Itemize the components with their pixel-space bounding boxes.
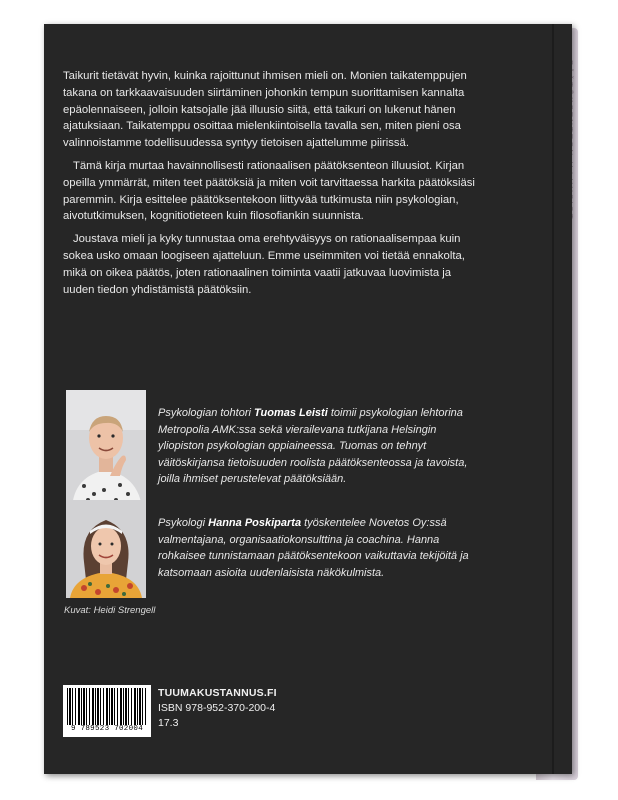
isbn-text: ISBN 978-952-370-200-4 [158,702,276,714]
author-description: työskentelee Novetos Oy:ssä valmentajana, organisaatiokonsulttina ja coachina. Hanna rohkaisee tunnistamaan päätöksentekoon vaikuttavia tekijöitä ja katsomaan asioita uudenlaisista näkökulmista. [158,517,469,579]
author-title: Psykologian tohtori [158,407,254,419]
barcode-number: 9 789523 702004 [70,725,143,733]
blurb-paragraph: Taikurit tietävät hyvin, kuinka rajoittunut ihmisen mieli on. Monien taikatemppujen takana on tarkkaavaisuuden siirtäminen johonkin tempun suorittamisen kannalta epäolennaiseen, jolloin katsojalle jää illuusio siitä, että taikuri on lukenut hänen ajatuksiaan. Taikatemppu osoittaa mielenkiintoisella tavalla sen, miten pieni osa valinnoistamme todellisuudessa syntyy tietoisen ajattelumme piirissä. [63,70,467,150]
author-name: Tuomas Leisti [254,407,328,419]
classification-number: 17.3 [158,717,179,729]
author-photo-hanna-poskiparta [66,500,146,598]
isbn-barcode [63,685,151,737]
author-bio-hanna-poskiparta [158,515,478,581]
author-bio-tuomas-leisti [158,405,478,488]
author-description: toimii psykologian lehtorina Metropolia AMK:ssa sekä vierailevana tutkijana Helsingin yliopiston psykologian oppiaineessa. Tuomas on tehnyt väitöskirjansa tietoisuuden roolista päätöksenteossa ja tavoista, joilla ihmiset perustelevat päätöksiään. [158,407,468,485]
barcode-bars [67,688,147,725]
blurb-paragraph: Joustava mieli ja kyky tunnustaa oma erehtyväisyys on rationaalisempaa kuin sokea usko omaan loogiseen ajatteluun. Emme useimmiten voi tietää ennakolta, mikä on oikea päätös, joten rationaalinen toiminta vaatii jatkuvaa luovimista ja uuden tiedon yhdistämistä päätöksiin. [63,233,465,296]
publisher-info [158,686,277,731]
blurb-text [63,68,483,304]
author-name: Hanna Poskiparta [208,517,302,529]
publisher-website: TUUMAKUSTANNUS.FI [158,687,277,699]
photo-credit: Kuvat: Heidi Strengell [64,605,156,616]
author-title: Psykologi [158,517,209,529]
author-photo-tuomas-leisti [66,390,146,508]
blurb-paragraph: Tämä kirja murtaa havainnollisesti rationaalisen päätöksenteon illuusiot. Kirjan opeilla ymmärrät, miten teet päätöksiä ja miten voit tarvittaessa harkita päätöksiäsi paremmin. Kirja esittelee päätöksentekoon liittyvää tutkimusta niin psykologian, aivotutkimuksen, kognitiotieteen kuin filosofiankin suunnista. [63,159,475,223]
